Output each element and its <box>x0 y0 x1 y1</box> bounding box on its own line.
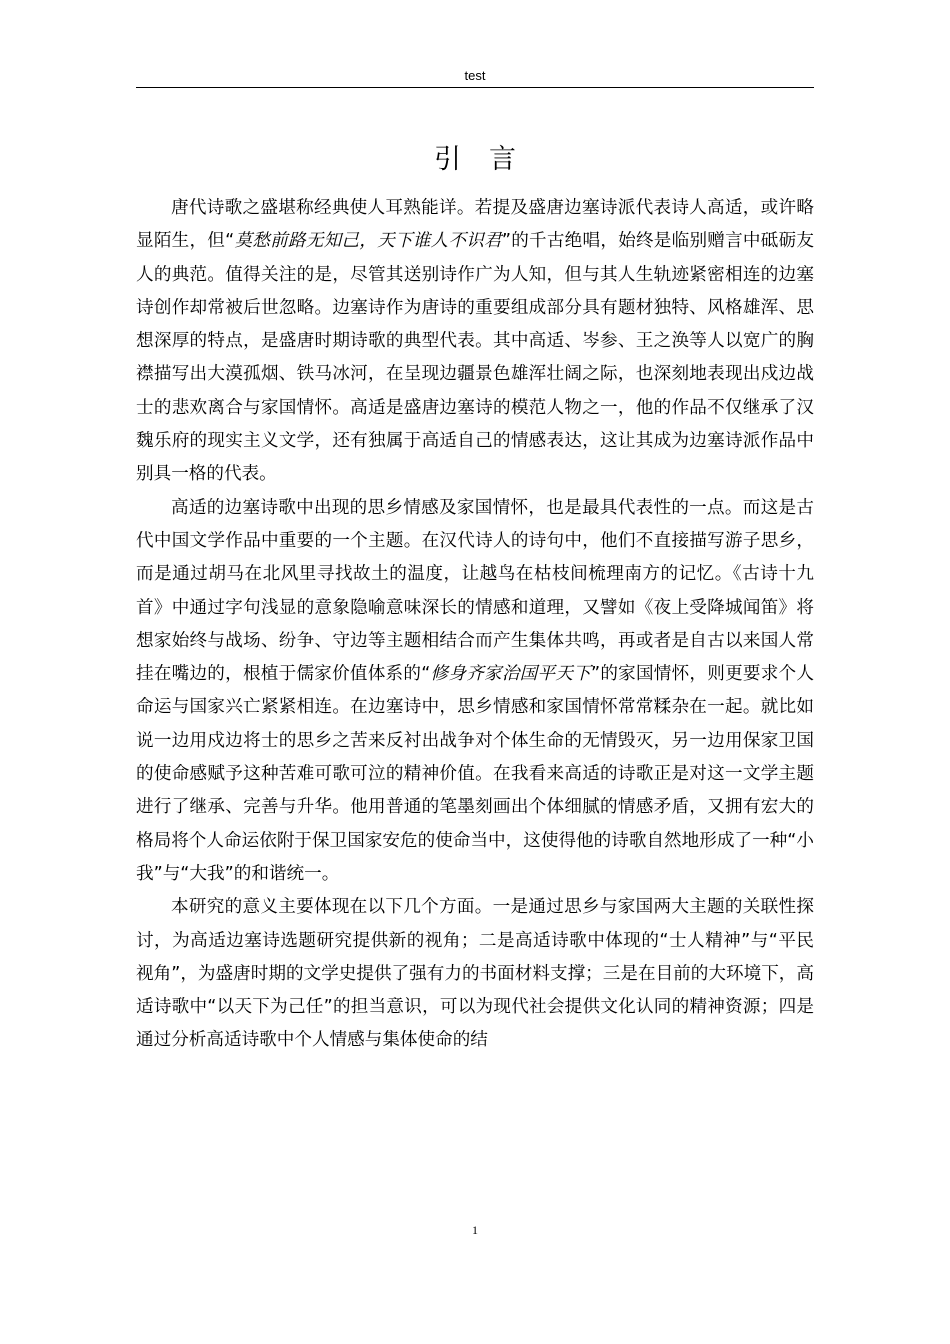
paragraph-3-text-a: 本研究的意义主要体现在以下几个方面。一是通过思乡与家国两大主题的关联性探讨，为高适边塞诗选题研究提供新的视角；二是高适诗歌中体现的“士人精神”与“平民视角”，为盛唐时期的文学史提供了强有力的书面材料支撑；三是在目前的大环境下，高适诗歌中“以天下为己任”的担当意识，可以为现代社会提供文化认同的精神资源；四是通过分析高适诗歌中个人情感与集体使命的结 <box>136 897 814 1051</box>
header-rule <box>136 87 814 88</box>
body-text <box>136 192 814 1058</box>
paragraph-3 <box>136 891 814 1057</box>
paragraph-2-text-a: 高适的边塞诗歌中出现的思乡情感及家国情怀，也是最具代表性的一点。而这是古代中国文学作品中重要的一个主题。在汉代诗人的诗句中，他们不直接描写游子思乡，而是通过胡马在北风里寻找故土的温度，让越鸟在枯枝间梳理南方的记忆。《古诗十九首》中通过字句浅显的意象隐喻意味深长的情感和道理，又譬如《夜上受降城闻笛》将想家始终与战场、纷争、守边等主题相结合而产生集体共鸣，再或者是自古以来国人常挂在嘴边的，根植于儒家价值体系的“ <box>136 497 814 685</box>
paragraph-2 <box>136 492 814 892</box>
running-header: test <box>464 68 486 83</box>
section-title: 引言 <box>434 144 544 175</box>
paragraph-1-text-a: 唐代诗歌之盛堪称经典使人耳熟能详。若提及盛唐边塞诗派代表诗人高适，或许略显陌生，但“ <box>136 198 814 252</box>
paragraph-2-quote: 修身齐家治国平天下 <box>430 664 591 685</box>
paragraph-2-text-b: ”的家国情怀，则更要求个人命运与国家兴亡紧紧相连。在边塞诗中，思乡情感和家国情怀常常糅杂在一起。就比如说一边用戍边将士的思乡之苦来反衬出战争对个体生命的无情毁灭，另一边用保家卫国的使命感赋予这种苦难可歌可泣的精神价值。在我看来高适的诗歌正是对这一文学主题进行了继承、完善与升华。他用普通的笔墨刻画出个体细腻的情感矛盾，又拥有宏大的格局将个人命运依附于保卫国家安危的使命当中，这使得他的诗歌自然地形成了一种“小我”与“大我”的和谐统一。 <box>136 664 814 884</box>
paragraph-1 <box>136 192 814 492</box>
paragraph-1-quote: 莫愁前路无知己，天下谁人不识君 <box>234 231 502 252</box>
paragraph-1-text-b: ”的千古绝唱，始终是临别赠言中砥砺友人的典范。值得关注的是，尽管其送别诗作广为人知，但与其人生轨迹紧密相连的边塞诗创作却常被后世忽略。边塞诗作为唐诗的重要组成部分具有题材独特、风格雄浑、思想深厚的特点，是盛唐时期诗歌的典型代表。其中高适、岑参、王之涣等人以宽广的胸襟描写出大漠孤烟、铁马冰河，在呈现边疆景色雄浑壮阔之际，也深刻地表现出戍边战士的悲欢离合与家国情怀。高适是盛唐边塞诗的模范人物之一，他的作品不仅继承了汉魏乐府的现实主义文学，还有独属于高适自己的情感表达，这让其成为边塞诗派作品中别具一格的代表。 <box>136 231 814 485</box>
page-number: 1 <box>472 1223 478 1237</box>
